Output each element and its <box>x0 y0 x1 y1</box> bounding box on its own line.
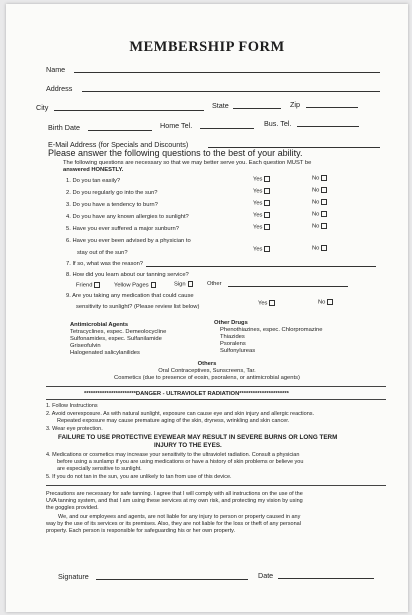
birth-date-label: Birth Date <box>48 123 80 132</box>
liability-line-1: We, and our employees and agents, are not liable for any injury to person or property caused in any <box>58 514 301 520</box>
q5-yes[interactable]: Yes <box>253 224 270 230</box>
question-6: 6. Have you ever been advised by a physician to <box>66 238 191 244</box>
q3-yes[interactable]: Yes <box>253 200 270 206</box>
other-drug-4: Sulfonylureas <box>220 348 256 354</box>
warning-line-1: FAILURE TO USE PROTECTIVE EYEWEAR MAY RESULT IN SEVERE BURNS OR LONG TERM <box>58 434 338 441</box>
antimicrobial-2: Sulfonamides, espec. Sulfanilamide <box>70 336 162 342</box>
rule-3: 3. Wear eye protection. <box>46 426 103 432</box>
q1-yes[interactable]: Yes <box>253 176 270 182</box>
divider <box>46 399 386 400</box>
checkbox-icon <box>264 212 270 218</box>
checkbox-icon <box>151 282 157 288</box>
other-drug-2: Thiazides <box>220 334 245 340</box>
home-tel-line[interactable] <box>200 128 254 129</box>
q8-sign[interactable]: Sign <box>174 281 193 287</box>
question-8: 8. How did you learn about our tanning service? <box>66 272 189 278</box>
checkbox-icon <box>321 187 327 193</box>
q7-line[interactable] <box>146 266 376 267</box>
intro-line-2: answered HONESTLY. <box>63 167 124 173</box>
others-line-1: Oral Contraceptives, Sunscreens, Tar. <box>158 368 256 374</box>
question-2: 2. Do you regularly go into the sun? <box>66 190 158 196</box>
rule-2-line-1: 2. Avoid overexposure. As with natural sunlight, exposure can cause eye and skin injury and allergic reactions. <box>46 411 315 417</box>
checkbox-icon <box>264 200 270 206</box>
other-drugs-title: Other Drugs <box>214 320 248 326</box>
checkbox-icon <box>264 188 270 194</box>
liability-line-2: way by the use of its services or its premises. Also, they are not liable for the loss or theft of any personal <box>46 521 301 527</box>
rule-1: 1. Follow Instructions <box>46 403 98 409</box>
agreement-line-1: Precautions are necessary for safe tanning. I agree that I will comply with all instructions on the use of the <box>46 491 303 497</box>
checkbox-icon <box>264 246 270 252</box>
others-line-2: Cosmetics (due to presence of eosin, psoralens, or antimicrobial agents) <box>114 375 300 381</box>
q5-no[interactable]: No <box>312 223 327 229</box>
date-line[interactable] <box>278 578 374 579</box>
q2-no[interactable]: No <box>312 187 327 193</box>
checkbox-icon <box>269 300 275 306</box>
checkbox-icon <box>321 175 327 181</box>
date-label: Date <box>258 571 274 580</box>
state-label: State <box>212 101 229 110</box>
q2-yes[interactable]: Yes <box>253 188 270 194</box>
checkbox-icon <box>321 199 327 205</box>
email-label: E-Mail Address (for Specials and Discounts) <box>48 140 189 149</box>
q8-yellow-pages[interactable]: Yellow Pages <box>114 282 156 288</box>
rule-2-line-2: Repeated exposure may cause premature aging of the skin, dryness, wrinkling and skin cancer. <box>57 418 290 424</box>
others-title: Others <box>197 361 217 367</box>
zip-label: Zip <box>290 100 300 109</box>
city-line[interactable] <box>54 110 204 111</box>
q8-friend[interactable]: Friend <box>76 282 100 288</box>
checkbox-icon <box>94 282 100 288</box>
liability-line-3: property. Each person is responsible for safeguarding his or her own property. <box>46 528 236 534</box>
q8-other-line[interactable] <box>228 286 348 287</box>
question-7: 7. If so, what was the reason? <box>66 261 144 267</box>
agreement-line-3: the goggles provided. <box>46 505 99 511</box>
question-9-cont: sensitivity to sunlight? (Please review list below) <box>76 304 200 310</box>
q1-no[interactable]: No <box>312 175 327 181</box>
question-1: 1. Do you tan easily? <box>66 178 121 184</box>
checkbox-icon <box>264 176 270 182</box>
other-drug-3: Psoralens <box>220 341 246 347</box>
rule-4-line-3: are especially sensitive to sunlight. <box>57 466 142 472</box>
rule-4-line-2: before using a sunlamp if you are using medications or have a history of skin problems or believe you <box>57 459 304 465</box>
antimicrobial-1: Tetracyclines, espec. Demeolocycline <box>70 329 167 335</box>
q9-no[interactable]: No <box>318 299 333 305</box>
checkbox-icon <box>188 281 194 287</box>
intro-line-1: The following questions are necessary so that we may better serve you. Each question MUST be <box>63 160 312 166</box>
q4-yes[interactable]: Yes <box>253 212 270 218</box>
rule-5: 5. If you do not tan in the sun, you are unlikely to tan from use of this device. <box>46 474 232 480</box>
q4-no[interactable]: No <box>312 211 327 217</box>
address-label: Address <box>46 84 73 93</box>
warning-line-2: INJURY TO THE EYES. <box>154 442 222 449</box>
divider <box>46 485 386 486</box>
question-5: 5. Have you ever suffered a major sunburn? <box>66 226 179 232</box>
membership-form-paper <box>6 4 408 612</box>
home-tel-label: Home Tel. <box>160 121 193 130</box>
question-6-cont: stay out of the sun? <box>77 250 128 256</box>
zip-line[interactable] <box>306 107 358 108</box>
question-3: 3. Do you have a tendency to burn? <box>66 202 158 208</box>
form-title: MEMBERSHIP FORM <box>129 39 285 55</box>
state-line[interactable] <box>233 108 281 109</box>
q9-yes[interactable]: Yes <box>258 300 275 306</box>
other-drug-1: Phenothiazines, espec. Chlorpromazine <box>220 327 323 333</box>
city-label: City <box>36 103 49 112</box>
rule-4-line-1: 4. Medications or cosmetics may increase your sensitivity to the ultraviolet radiation. Consult a physician <box>46 452 300 458</box>
checkbox-icon <box>321 223 327 229</box>
q3-no[interactable]: No <box>312 199 327 205</box>
name-line[interactable] <box>74 72 380 73</box>
antimicrobial-4: Halogenated salicylanilides <box>70 350 140 356</box>
signature-label: Signature <box>58 572 89 581</box>
signature-line[interactable] <box>96 579 248 580</box>
checkbox-icon <box>321 245 327 251</box>
checkbox-icon <box>264 224 270 230</box>
q6-no[interactable]: No <box>312 245 327 251</box>
name-label: Name <box>46 65 66 74</box>
q8-other: Other <box>207 281 222 287</box>
bus-tel-line[interactable] <box>297 126 359 127</box>
address-line[interactable] <box>82 91 380 92</box>
divider <box>46 386 386 387</box>
instructions: Please answer the following questions to the best of your ability. <box>48 148 303 158</box>
antimicrobial-title: Antimicrobial Agents <box>70 322 129 328</box>
checkbox-icon <box>327 299 333 305</box>
antimicrobial-3: Griseofulvin <box>70 343 101 349</box>
question-9: 9. Are you taking any medication that could cause <box>66 293 194 299</box>
birth-date-line[interactable] <box>88 130 152 131</box>
q6-yes[interactable]: Yes <box>253 246 270 252</box>
danger-heading: ***********************DANGER - ULTRAVIOLET RADIATION********************** <box>84 391 289 397</box>
bus-tel-label: Bus. Tel. <box>264 119 292 128</box>
agreement-line-2: UVA tanning system, and that I am using these services at my own risk, and protecting my vision by using <box>46 498 303 504</box>
checkbox-icon <box>321 211 327 217</box>
question-4: 4. Do you have any known allergies to sunlight? <box>66 214 189 220</box>
